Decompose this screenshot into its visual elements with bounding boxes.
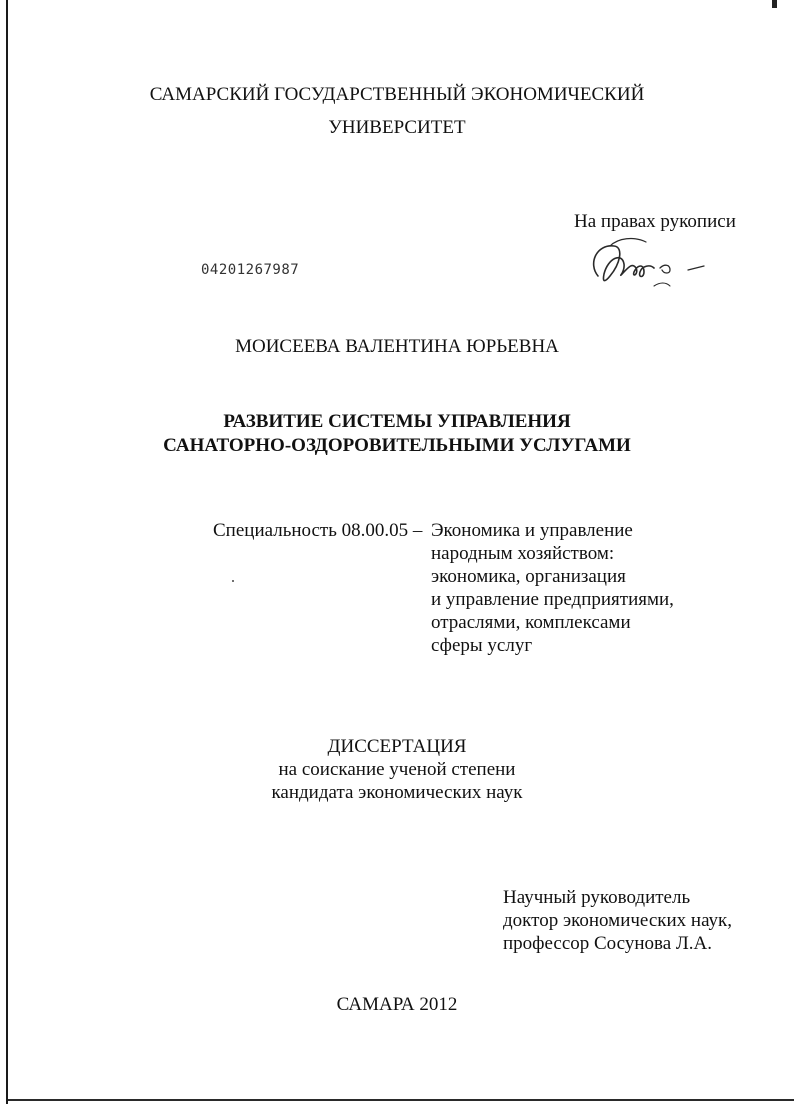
scan-edge-left	[6, 0, 8, 1104]
specialty-line: Экономика и управление	[431, 520, 633, 541]
library-number: 04201267987	[201, 262, 300, 278]
specialty-label: Специальность 08.00.05 –	[213, 520, 423, 541]
degree-line1: на соискание ученой степени	[278, 759, 516, 780]
scan-mark	[772, 0, 777, 8]
dissertation-heading: ДИССЕРТАЦИЯ	[327, 736, 467, 757]
author-name: МОИСЕЕВА ВАЛЕНТИНА ЮРЬЕВНА	[235, 336, 559, 357]
university-name-line1: САМАРСКИЙ ГОСУДАРСТВЕННЫЙ ЭКОНОМИЧЕСКИЙ	[149, 84, 645, 105]
degree-line2: кандидата экономических наук	[271, 782, 523, 803]
specialty-line: народным хозяйством:	[431, 543, 615, 564]
supervisor-line3: профессор Сосунова Л.А.	[503, 933, 713, 954]
specialty-line: отраслями, комплексами	[431, 612, 631, 633]
supervisor-line1: Научный руководитель	[503, 887, 691, 908]
signature-image	[584, 234, 724, 296]
thesis-title-line2: САНАТОРНО-ОЗДОРОВИТЕЛЬНЫМИ УСЛУГАМИ	[163, 435, 631, 456]
specialty-line: и управление предприятиями,	[431, 589, 674, 610]
specialty-line: экономика, организация	[431, 566, 626, 587]
scan-speck	[232, 580, 234, 582]
city-year: САМАРА 2012	[336, 994, 458, 1015]
supervisor-line2: доктор экономических наук,	[503, 910, 733, 931]
scan-edge-bottom	[8, 1099, 794, 1101]
manuscript-note: На правах рукописи	[574, 211, 736, 232]
university-name-line2: УНИВЕРСИТЕТ	[328, 117, 466, 138]
specialty-line: сферы услуг	[431, 635, 533, 656]
thesis-title-line1: РАЗВИТИЕ СИСТЕМЫ УПРАВЛЕНИЯ	[223, 411, 571, 432]
